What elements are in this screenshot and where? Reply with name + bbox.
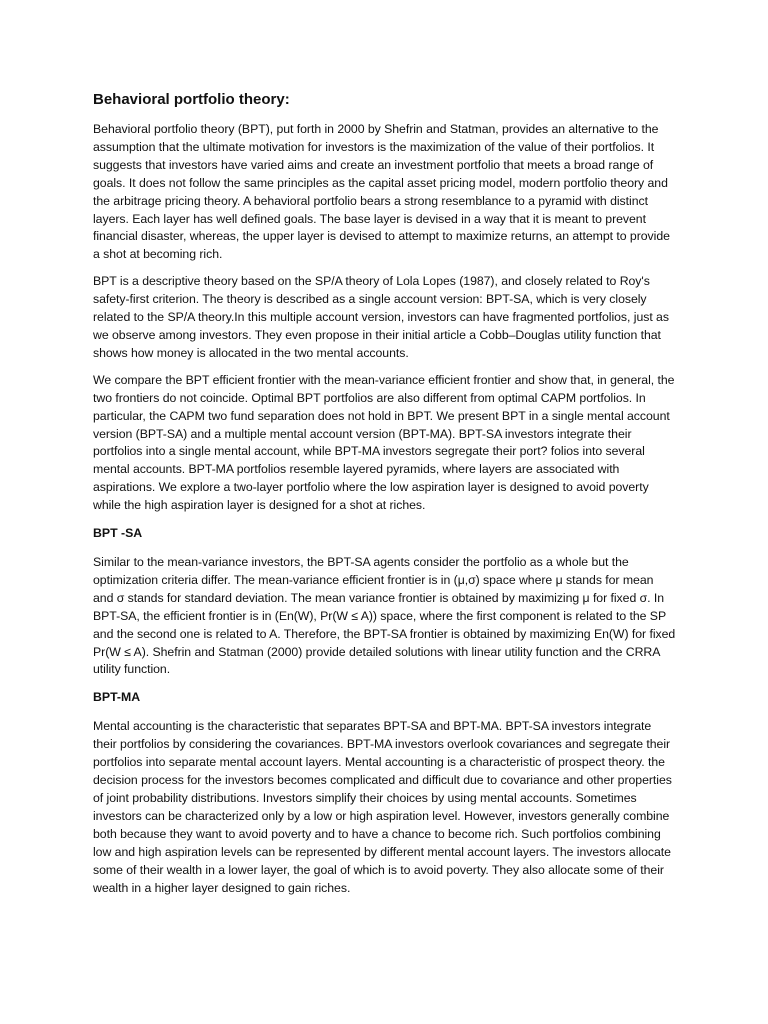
document-title: Behavioral portfolio theory: (93, 91, 290, 108)
paragraph-efficient-frontier: We compare the BPT efficient frontier with the mean-variance efficient frontier and show that, in general, the two frontiers do not coincide. Optimal BPT portfolios are also different from optimal CAPM portfolios. In particular, the CAPM two fund separation does not hold in BPT. We present BPT in a single mental account version (BPT-SA) and a multiple mental account version (BPT-MA). BPT-SA investors integrate their portfolios into a single mental account, while BPT-MA investors segregate their port? folios into several mental accounts. BPT-MA portfolios resemble layered pyramids, where layers are associated with aspirations. We explore a two-layer portfolio where the low aspiration layer is designed to avoid poverty while the high aspiration layer is designed for a shot at riches. (93, 372, 675, 513)
section-text-bpt-sa: Similar to the mean-variance investors, the BPT-SA agents consider the portfolio as a whole but the optimization criteria differ. The mean-variance efficient frontier is in (μ,σ) space where μ stands for mean and σ stands for standard deviation. The mean variance frontier is obtained by maximizing μ for fixed σ. In BPT-SA, the efficient frontier is in (En(W), Pr(W ≤ A)) space, where the first component is related to the SP and the second one is related to A. Therefore, the BPT-SA frontier is obtained by maximizing En(W) for fixed Pr(W ≤ A). Shefrin and Statman (2000) provide detailed solutions with linear utility function and the CRRA utility function. (93, 555, 676, 677)
paragraph-intro: Behavioral portfolio theory (BPT), put forth in 2000 by Shefrin and Statman, provides an alternative to the assumption that the ultimate motivation for investors is the maximization of the value of their portfolios. It suggests that investors have varied aims and create an investment portfolio that meets a broad range of goals. It does not follow the same principles as the capital asset pricing model, modern portfolio theory and the arbitrage pricing theory. A behavioral portfolio bears a strong resemblance to a pyramid with distinct layers. Each layer has well defined goals. The base layer is devised in a way that it is meant to prevent financial disaster, whereas, the upper layer is devised to attempt to maximize returns, an attempt to provide a shot at becoming rich. (93, 122, 670, 262)
paragraph-bpt-descriptive: BPT is a descriptive theory based on the SP/A theory of Lola Lopes (1987), and closely related to Roy's safety-first criterion. The theory is described as a single account version: BPT-SA, which is very closely related to the SP/A theory.In this multiple account version, investors can have fragmented portfolios, just as we observe among investors. They even propose in their initial article a Cobb–Douglas utility function that shows how money is allocated in the two mental accounts. (93, 274, 669, 360)
section-heading-bpt-ma: BPT-MA (93, 690, 141, 705)
section-heading-bpt-sa: BPT -SA (93, 526, 143, 541)
section-text-bpt-ma: Mental accounting is the characteristic that separates BPT-SA and BPT-MA. BPT-SA investors integrate their portfolios by considering the covariances. BPT-MA investors overlook covariances and segregate their portfolios into separate mental account layers. Mental accounting is a characteristic of prospect theory. the decision process for the investors becomes complicated and difficult due to covariance and other properties of joint probability distributions. Investors simplify their choices by using mental accounts. Sometimes investors can be characterized only by a low or high aspiration level. However, investors generally combine both because they want to avoid poverty and to have a chance to become rich. Such portfolios combining low and high aspiration levels can be represented by different mental account layers. The investors allocate some of their wealth in a lower layer, the goal of which is to avoid poverty. They also allocate some of their wealth in a higher layer designed to gain riches. (93, 719, 672, 895)
